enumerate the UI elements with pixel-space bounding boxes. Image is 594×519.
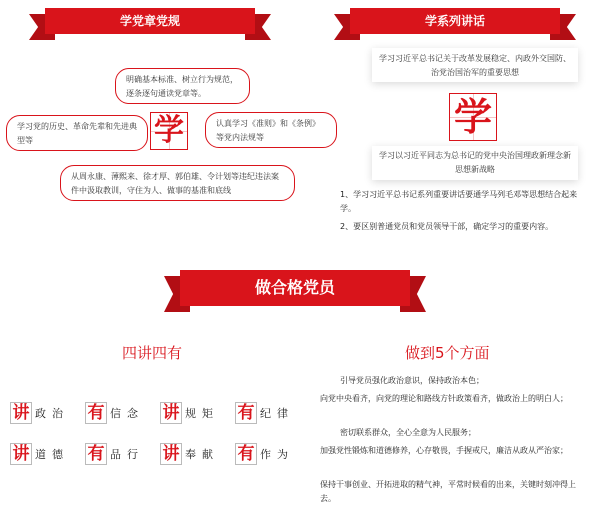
grid-char: 讲 [10, 402, 32, 424]
aspect-5: 保持干事创业、开拓进取的精气神，平常时候看的出来，关键时刻冲得上去。 [320, 480, 576, 503]
speech-top-text: 学习习近平总书记关于改革发展稳定、内政外交国防、治党治国治军的重要思想 [379, 54, 571, 77]
grid-item [85, 402, 144, 424]
study-character-right [449, 93, 497, 141]
ribbon-title: 学党章党规 [119, 14, 180, 28]
grid-label: 奉献 [185, 448, 219, 461]
pill-party-regulations [205, 112, 337, 148]
heading-five-aspects: 做到5个方面 [405, 344, 490, 362]
pill-text: 从周永康、薄熙来、徐才厚、郭伯雄、令计划等违纪违法案件中汲取教训，守住为人、做事的基准和底线 [71, 172, 279, 195]
grid-item [160, 443, 219, 465]
grid-label: 品行 [110, 448, 144, 461]
grid-char: 有 [85, 402, 107, 424]
ribbon-title: 做合格党员 [254, 278, 335, 297]
grid-label: 作为 [260, 448, 294, 461]
aspect-4: 加强党性锻炼和道德修养，心存敬畏，手握戒尺，廉洁从政从严治家； [320, 446, 568, 455]
grid-item [160, 402, 219, 424]
pill-party-constitution [115, 68, 250, 104]
grid-char: 有 [235, 443, 257, 465]
pill-text: 学习党的历史、革命先辈和先进典型等 [17, 122, 137, 145]
grid-label: 道德 [35, 448, 69, 461]
grid-char: 有 [235, 402, 257, 424]
ribbon-title: 学系列讲话 [424, 14, 485, 28]
speech-box-top [372, 48, 578, 82]
heading-four-and-four: 四讲四有 [122, 344, 183, 362]
grid-label: 纪律 [260, 407, 294, 420]
pill-case-lessons [60, 165, 295, 201]
grid-item [85, 443, 144, 465]
grid-char: 讲 [160, 443, 182, 465]
speech-bottom-text: 学习以习近平同志为总书记的党中央治国理政新理念新思想新战略 [379, 151, 571, 174]
aspect-1: 引导党员强化政治意识，保持政治本色； [340, 376, 484, 385]
grid-label: 规矩 [185, 407, 219, 420]
speech-box-bottom [372, 146, 578, 180]
grid-label: 信念 [110, 407, 144, 420]
grid-item [235, 443, 294, 465]
pill-party-history [6, 115, 148, 151]
speech-point-1: 1、学习习近平总书记系列重要讲话要通学马列毛邓等思想结合起来学。 [340, 190, 578, 213]
grid-char: 有 [85, 443, 107, 465]
aspect-3: 密切联系群众，全心全意为人民服务； [340, 428, 476, 437]
grid-item [10, 443, 69, 465]
char: 学 [154, 113, 184, 148]
pill-text: 认真学习《准则》和《条例》等党内法规等 [216, 119, 320, 142]
pill-text: 明确基本标准、树立行为规范，逐条逐句通读党章等。 [126, 75, 238, 98]
speech-point-2: 2、要区别普通党员和党员领导干部，确定学习的重要内容。 [340, 222, 554, 231]
grid-item [235, 402, 294, 424]
grid-char: 讲 [10, 443, 32, 465]
ribbon-study-speeches [350, 8, 560, 34]
ribbon-study-party-rules [45, 8, 255, 34]
char: 学 [453, 95, 492, 139]
grid-label: 政治 [35, 407, 69, 420]
grid-item [10, 402, 69, 424]
aspect-2: 向党中央看齐，向党的理论和路线方针政策看齐，做政治上的明白人； [320, 394, 568, 403]
grid-char: 讲 [160, 402, 182, 424]
study-character-left [150, 112, 188, 150]
ribbon-qualified-member [180, 270, 410, 306]
